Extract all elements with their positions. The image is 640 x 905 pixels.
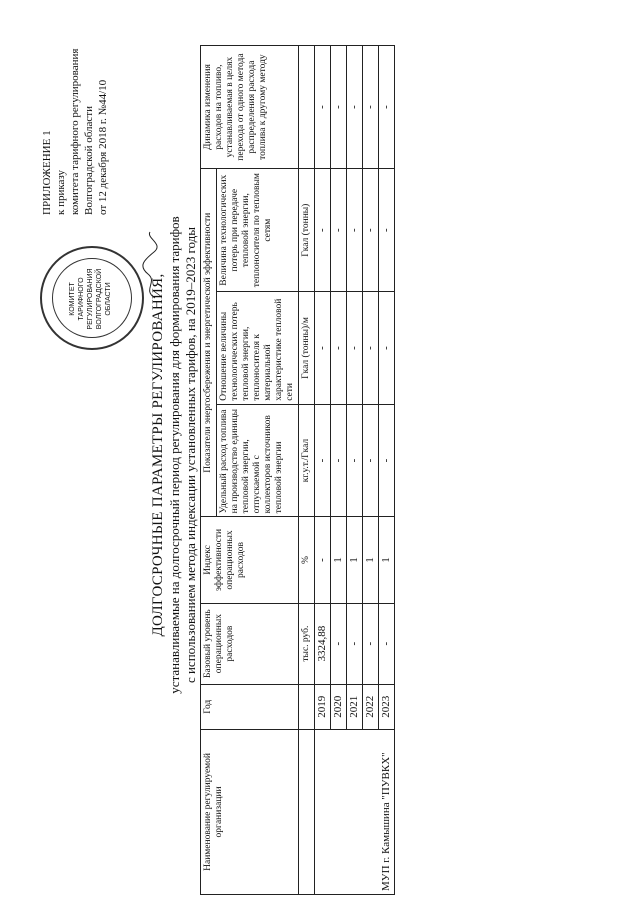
unit-org <box>299 729 315 894</box>
header-energy-group: Показатели энергосбережения и энергетической эффективности <box>201 169 217 517</box>
base-cell: 3324,88 <box>315 603 331 684</box>
table-units-row <box>299 46 315 895</box>
unit-losses: Гкал (тонны) <box>299 169 315 292</box>
ratio-cell: - <box>331 292 347 405</box>
dynamics-cell: - <box>363 46 379 169</box>
index-cell: 1 <box>379 517 395 603</box>
dynamics-cell: - <box>347 46 363 169</box>
document-subtitle-1: устанавливаемые на долгосрочный период регулирования для формирования тарифов <box>167 216 182 694</box>
header-ratio: Отношение величины технологических потерь тепловой энергии, теплоносителя к материальной характеристике тепловой сети <box>217 292 299 405</box>
official-seal <box>40 246 144 350</box>
dynamics-cell: - <box>315 46 331 169</box>
document-title-block <box>150 145 199 765</box>
appendix-header <box>40 15 110 215</box>
year-cell: 2022 <box>363 684 379 729</box>
seal-center-text: КОМИТЕТ ТАРИФНОГО РЕГУЛИРОВАНИЯ ВОЛГОГРАДСКОЙ ОБЛАСТИ <box>69 268 112 330</box>
parameters-table <box>200 45 395 895</box>
appendix-label: ПРИЛОЖЕНИЕ 1 <box>41 130 53 215</box>
unit-ratio: Гкал (тонны)/м <box>299 292 315 405</box>
header-base: Базовый уровень операционных расходов <box>201 603 299 684</box>
ratio-cell: - <box>379 292 395 405</box>
index-cell: - <box>315 517 331 603</box>
appendix-date: от 12 декабря 2018 г. №44/10 <box>97 79 109 215</box>
year-cell: 2019 <box>315 684 331 729</box>
document-subtitle-2: с использованием метода индексации установленных тарифов, на 2019–2023 годы <box>183 226 198 684</box>
unit-index: % <box>299 517 315 603</box>
index-cell: 1 <box>363 517 379 603</box>
appendix-order: к приказу <box>55 169 67 215</box>
header-org: Наименование регулируемой организации <box>201 729 299 894</box>
document-title: ДОЛГОСРОЧНЫЕ ПАРАМЕТРЫ РЕГУЛИРОВАНИЯ, <box>150 273 166 637</box>
unit-base: тыс. руб. <box>299 603 315 684</box>
header-fuel: Удельный расход топлива на производство единицы тепловой энергии, отпускаемой с коллекторов источников тепловой энергии <box>217 404 299 517</box>
unit-year <box>299 684 315 729</box>
losses-cell: - <box>379 169 395 292</box>
base-cell: - <box>379 603 395 684</box>
base-cell: - <box>331 603 347 684</box>
appendix-committee: комитета тарифного регулирования <box>69 48 81 215</box>
unit-fuel: кг.у.т./Гкал <box>299 404 315 517</box>
header-year: Год <box>201 684 299 729</box>
header-dynamics: Динамика изменения расходов на топливо, устанавливаемая в целях перехода от одного метода распределения расхода топлива к другому методу <box>201 46 299 169</box>
fuel-cell: - <box>315 404 331 517</box>
fuel-cell: - <box>379 404 395 517</box>
table-row <box>315 46 331 895</box>
losses-cell: - <box>347 169 363 292</box>
dynamics-cell: - <box>379 46 395 169</box>
dynamics-cell: - <box>331 46 347 169</box>
index-cell: 1 <box>331 517 347 603</box>
header-index: Индекс эффективности операционных расходов <box>201 517 299 603</box>
fuel-cell: - <box>363 404 379 517</box>
org-name-cell: МУП г. Камышина "ПУВКХ" <box>315 729 395 894</box>
appendix-region: Волгоградской области <box>83 106 95 215</box>
losses-cell: - <box>363 169 379 292</box>
base-cell: - <box>363 603 379 684</box>
unit-dynamics <box>299 46 315 169</box>
ratio-cell: - <box>347 292 363 405</box>
fuel-cell: - <box>331 404 347 517</box>
table-header-row <box>201 46 217 895</box>
year-cell: 2020 <box>331 684 347 729</box>
header-losses: Величина технологических потерь при передаче тепловой энергии, теплоносителя по тепловым сетям <box>217 169 299 292</box>
year-cell: 2021 <box>347 684 363 729</box>
losses-cell: - <box>331 169 347 292</box>
base-cell: - <box>347 603 363 684</box>
year-cell: 2023 <box>379 684 395 729</box>
losses-cell: - <box>315 169 331 292</box>
ratio-cell: - <box>363 292 379 405</box>
index-cell: 1 <box>347 517 363 603</box>
fuel-cell: - <box>347 404 363 517</box>
ratio-cell: - <box>315 292 331 405</box>
